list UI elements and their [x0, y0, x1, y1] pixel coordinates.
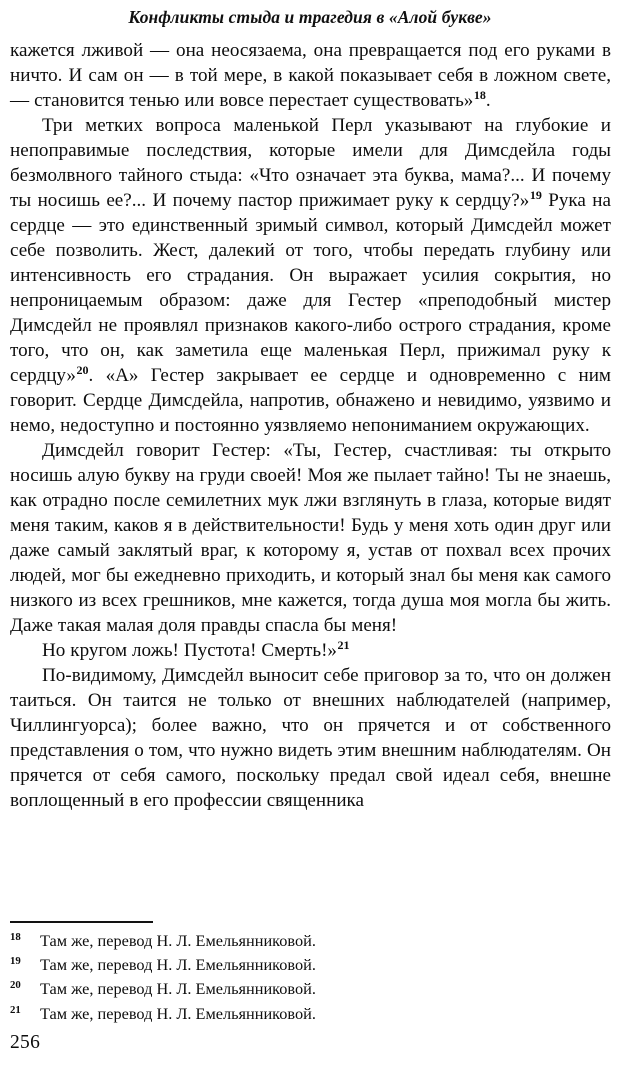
footnote-text: Там же, перевод Н. Л. Емельянниковой. [40, 955, 316, 975]
footnote-ref-21[interactable]: 21 [337, 637, 350, 652]
footnote-item [10, 1002, 611, 1026]
footnote-number [10, 929, 40, 953]
footnote-separator-rule [10, 921, 153, 923]
paragraph-2 [10, 113, 611, 438]
paragraph-2-tail-2: . «А» Гестер закрывает ее сердце и одновременно с ним говорит. Сердце Димсдейла, напротив, обнажено и невидимо, уязвимо и немо, недоступно и постоянно уязвляемо непониманием окружающих. [10, 365, 611, 436]
footnote-item [10, 953, 611, 977]
paragraph-3-text: Димсдейл говорит Гестер: «Ты, Гестер, счастливая: ты открыто носишь алую букву на груди своей! Моя же пылает тайно! Ты не знаешь, как отрадно после семилетних мук лжи взглянуть в глаза, которые видят меня таким, каков я в действительности! Будь у меня хоть один друг или даже самый заклятый враг, к которому я, устав от похвал всех прочих людей, мог бы ежедневно приходить, и который знал бы меня как самого низкого из всех грешников, мне кажется, тогда душа моя могла бы жить. Даже такая малая доля правды спасла бы меня! [10, 440, 611, 636]
body-text-column [10, 38, 611, 813]
footnote-number-value: 20 [10, 979, 21, 992]
paragraph-4-text: Но кругом ложь! Пустота! Смерть!» [42, 640, 337, 661]
footnote-list [10, 929, 611, 1026]
paragraph-2-tail: Рука на сердце — это единственный зримый символ, который Димсдейл может себе позволить. Жест, далекий от того, чтобы передать глубину или интенсивность его страдания. Он выражает усилия сокрытия, но непроницаемым образом: даже для Гестер «преподобный мистер Димсдейл не проявлял признаков какого-либо острого страдания, кроме того, что он, как заметила еще маленькая Перл, прижимал руку к сердцу» [10, 190, 611, 386]
paragraph-1-text: кажется лживой — она неосязаема, она превращается под его руками в ничто. И сам он — в той мере, в какой показывает себя в ложном свете,— становится тенью или вовсе перестает существовать» [10, 40, 611, 111]
footnote-number-value: 21 [10, 1003, 21, 1016]
footnote-number-value: 19 [10, 955, 21, 968]
footnote-ref-18[interactable]: 18 [473, 87, 486, 102]
paragraph-5 [10, 663, 611, 813]
paragraph-3 [10, 438, 611, 638]
paragraph-5-text: По-видимому, Димсдейл выносит себе приговор за то, что он должен таиться. Он таится не только от внешних наблюдателей (например, Чиллингуорса); более важно, что он прячется и от собственного представления о том, что нужно видеть этим внешним наблюдателям. Он прячется от себя самого, поскольку предал свой идеал себя, внешне воплощенный в его профессии священника [10, 665, 611, 811]
footnote-text: Там же, перевод Н. Л. Емельянниковой. [40, 1003, 316, 1023]
footnote-ref-20[interactable]: 20 [76, 362, 89, 377]
paragraph-1-tail: . [485, 90, 491, 111]
footnote-number-value: 18 [10, 931, 21, 943]
footnote-text: Там же, перевод Н. Л. Емельянниковой. [40, 979, 316, 999]
footnote-text: Там же, перевод Н. Л. Емельянниковой. [40, 931, 316, 950]
page-number: 256 [10, 1032, 41, 1053]
footnote-number [10, 977, 40, 1001]
paragraph-2-text: Три метких вопроса маленькой Перл указывают на глубокие и непоправимые последствия, которые имели для Димсдейла годы безмолвного тайного стыда: «Что означает эта буква, мама?... И почему ты носишь ее?... И почему пастор прижимает руку к сердцу?» [10, 115, 611, 211]
footnote-number [10, 1002, 40, 1026]
footnote-number [10, 953, 40, 977]
footnote-ref-19[interactable]: 19 [529, 187, 542, 202]
footnote-item [10, 929, 611, 953]
paragraph-4 [10, 638, 611, 663]
paragraph-1 [10, 38, 611, 113]
footnote-item [10, 977, 611, 1001]
running-head: Конфликты стыда и трагедия в «Алой букве» [128, 7, 492, 27]
